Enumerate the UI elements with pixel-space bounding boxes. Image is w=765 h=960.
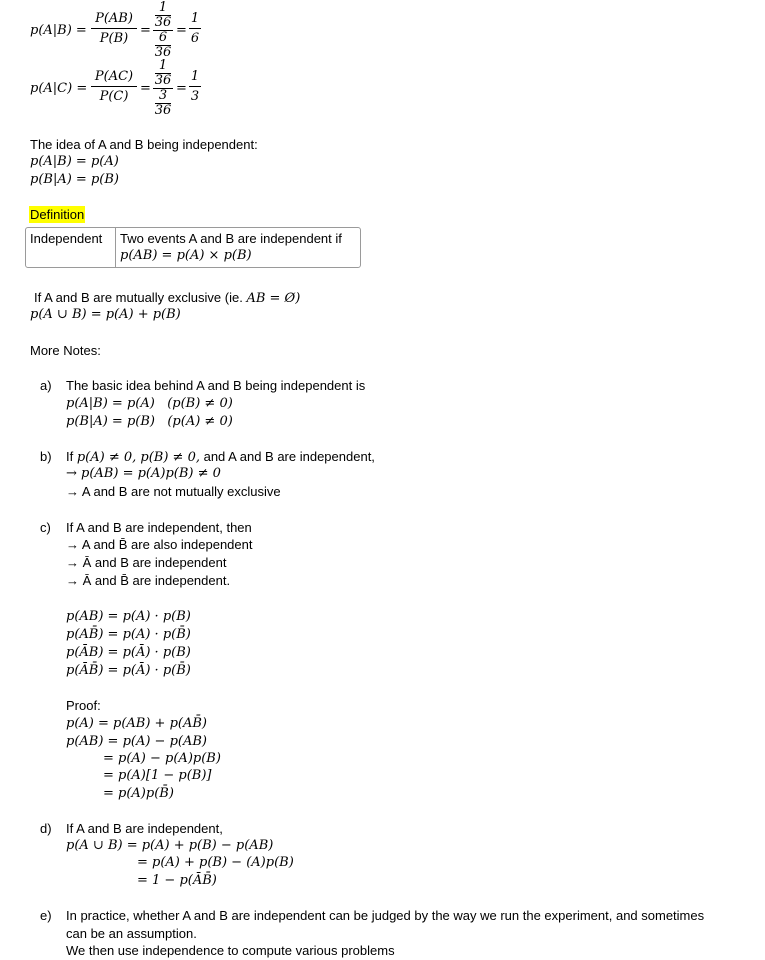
eq2-cf-bot-den: 36 — [154, 103, 172, 118]
eq2-equals-a: = — [140, 81, 151, 96]
eq2-result-bar — [189, 86, 201, 87]
eq1-result-den: 6 — [190, 31, 200, 46]
note-c-proof-5: = p(A)p(B̄) — [103, 786, 174, 801]
note-c-marker: c) — [40, 520, 51, 535]
eq2-result-den: 3 — [190, 89, 200, 104]
note-c-intro: If A and B are independent, then — [66, 520, 252, 535]
note-c-eq-4: p(ĀB̄) = p(Ā) · p(B̄) — [66, 663, 191, 678]
eq1-frac-bar — [91, 28, 137, 29]
definition-table — [25, 227, 361, 268]
note-a-line-1: p(A|B) = p(A) (p(B) ≠ 0) — [66, 396, 233, 411]
eq2-equals-b: = — [176, 81, 187, 96]
idea-line-1: p(A|B) = p(A) — [30, 154, 119, 169]
eq1-cf-top-den: 36 — [154, 15, 172, 30]
note-c-eq-1: p(AB) = p(A) · p(B) — [66, 609, 191, 624]
eq1-cf-bot-den: 36 — [154, 45, 172, 60]
idea-heading: The idea of A and B being independent: — [30, 137, 258, 152]
note-a-marker: a) — [40, 378, 52, 393]
note-a-line-2: p(B|A) = p(B) (p(A) ≠ 0) — [66, 414, 233, 429]
note-c-arrow-1: → A and B̄ are also independent — [66, 537, 253, 552]
eq1-frac-denominator: P(B) — [99, 31, 129, 46]
eq2-frac-numerator: P(AC) — [94, 69, 134, 84]
eq2-lhs: p(A|C) = — [30, 81, 88, 96]
definition-formula: p(AB) = p(A) × p(B) — [120, 248, 252, 263]
eq2-cf-bot-num: 3 — [158, 88, 168, 103]
note-c-proof-4: = p(A)[1 − p(B)] — [103, 768, 212, 783]
note-b-marker: b) — [40, 449, 52, 464]
eq1-lhs: p(A|B) = — [30, 23, 87, 38]
note-c-proof-label: Proof: — [66, 698, 101, 713]
note-d-line-3: = 1 − p(ĀB̄) — [137, 873, 217, 888]
note-b-line-2: → A and B are not mutually exclusive — [66, 484, 281, 499]
eq1-frac-numerator: P(AB) — [95, 11, 133, 26]
eq2-cf-top-den: 36 — [154, 73, 172, 88]
note-b-text-post: and A and B are independent, — [199, 449, 375, 464]
eq2-frac-denominator: P(C) — [99, 89, 129, 104]
mutual-line-2: p(A ∪ B) = p(A) + p(B) — [30, 307, 181, 322]
note-c-eq-2: p(AB̄) = p(A) · p(B̄) — [66, 627, 191, 642]
eq2-cf-top-num: 1 — [158, 58, 168, 73]
eq1-equals-a: = — [140, 23, 151, 38]
note-c-proof-1: p(A) = p(AB) + p(AB̄) — [66, 716, 207, 731]
more-notes-heading: More Notes: — [30, 343, 101, 358]
note-c-eq-3: p(ĀB) = p(Ā) · p(B) — [66, 645, 191, 660]
note-c-proof-2: p(AB) = p(A) − p(AB) — [66, 734, 207, 749]
note-a-text: The basic idea behind A and B being independent is — [66, 378, 366, 393]
note-d-marker: d) — [40, 821, 52, 836]
definition-label: Definition — [30, 207, 85, 222]
definition-table-divider — [115, 228, 116, 267]
definition-desc: Two events A and B are independent if — [120, 231, 342, 246]
eq1-cf-top-num: 1 — [158, 0, 168, 15]
note-e-line-3: We then use independence to compute various problems — [66, 943, 395, 958]
mutual-line-1-math: AB = Ø) — [246, 291, 301, 306]
eq1-result-num: 1 — [190, 11, 200, 26]
note-d-line-2: = p(A) + p(B) − (A)p(B) — [137, 855, 294, 870]
note-b-math: p(A) ≠ 0, p(B) ≠ 0, — [76, 450, 200, 465]
note-d-line-1: p(A ∪ B) = p(A) + p(B) − p(AB) — [66, 838, 274, 853]
note-e-line-1: In practice, whether A and B are independent can be judged by the way we run the experiment, and sometimes — [66, 908, 705, 923]
eq1-equals-b: = — [176, 23, 187, 38]
eq1-result-bar — [189, 28, 201, 29]
note-d-intro: If A and B are independent, — [66, 821, 223, 836]
note-e-line-2: can be an assumption. — [66, 926, 197, 941]
eq1-cf-bot-num: 6 — [158, 30, 168, 45]
note-b-line-1: → p(AB) = p(A)p(B) ≠ 0 — [66, 466, 221, 481]
idea-line-2: p(B|A) = p(B) — [30, 172, 119, 187]
note-c-arrow-2: → Ā and B are independent — [66, 555, 227, 570]
note-b-text-pre: If — [66, 449, 77, 464]
eq2-frac-bar — [91, 86, 137, 87]
eq2-result-num: 1 — [190, 69, 200, 84]
definition-term: Independent — [30, 231, 103, 246]
mutual-line-1-text: If A and B are mutually exclusive (ie. — [34, 290, 247, 305]
note-e-marker: e) — [40, 908, 52, 923]
note-b-text — [66, 448, 375, 466]
note-c-proof-3: = p(A) − p(A)p(B) — [103, 751, 221, 766]
mutual-line-1 — [34, 289, 300, 307]
note-c-arrow-3: → Ā and B̄ are independent. — [66, 573, 231, 588]
